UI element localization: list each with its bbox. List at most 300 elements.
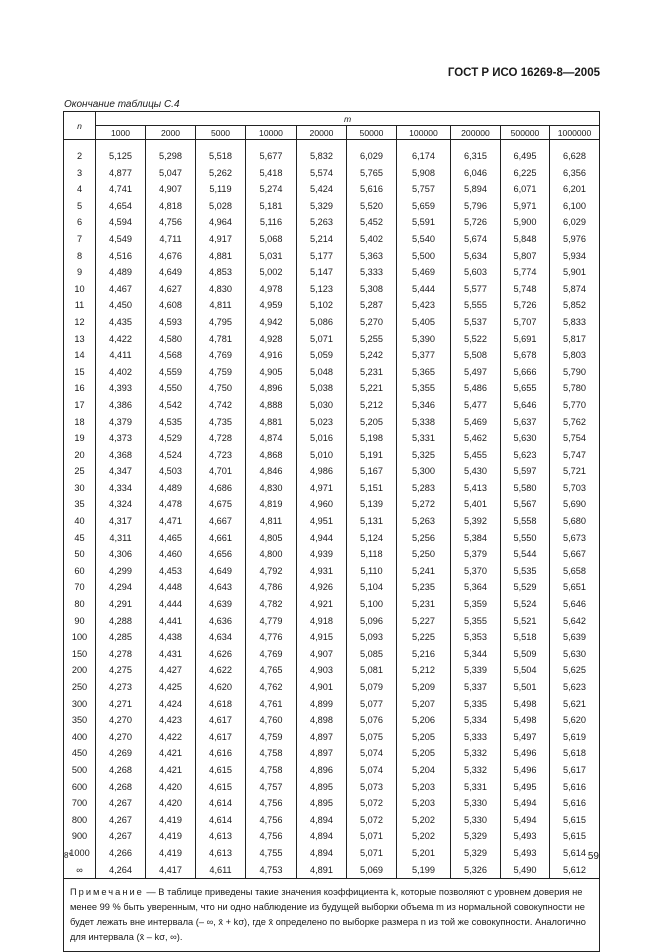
value-cell: 4,654 [96,198,146,215]
m-column-header: 100000 [397,126,451,140]
value-cell: 5,331 [397,430,451,447]
value-cell: 4,819 [246,496,297,513]
value-cell: 4,769 [196,347,246,364]
value-cell: 4,453 [146,563,196,580]
value-cell: 4,776 [246,629,297,646]
value-cell: 4,550 [146,380,196,397]
value-cell: 5,615 [550,812,600,829]
value-cell: 5,023 [297,414,347,431]
value-cell: 4,758 [246,762,297,779]
value-cell: 5,104 [347,579,397,596]
value-cell: 4,888 [246,397,297,414]
value-cell: 5,214 [297,231,347,248]
value-cell: 5,048 [297,364,347,381]
value-cell: 4,675 [196,496,246,513]
standard-header: ГОСТ Р ИСО 16269-8—2005 [447,67,600,79]
value-cell: 5,477 [451,397,501,414]
table-row [64,530,600,547]
value-cell: 5,405 [397,314,451,331]
row-n-cell: 13 [64,331,96,348]
value-cell: 5,496 [501,745,550,762]
row-n-cell: 5 [64,198,96,215]
table-row [64,430,600,447]
value-cell: 4,903 [297,662,347,679]
table-row [64,596,600,613]
row-n-cell: 150 [64,646,96,663]
table-row [64,281,600,298]
value-cell: 5,529 [501,579,550,596]
value-cell: 5,205 [397,745,451,762]
value-cell: 4,964 [196,214,246,231]
value-cell: 5,235 [397,579,451,596]
value-cell: 5,344 [451,646,501,663]
value-cell: 5,455 [451,447,501,464]
value-cell: 4,649 [196,563,246,580]
value-cell: 5,365 [397,364,451,381]
value-cell: 5,620 [550,712,600,729]
row-n-cell: 16 [64,380,96,397]
value-cell: 4,686 [196,480,246,497]
value-cell: 5,384 [451,530,501,547]
table-row [64,297,600,314]
value-cell: 5,651 [550,579,600,596]
value-cell: 5,770 [550,397,600,414]
note-label: Примечание [70,887,144,898]
value-cell: 5,498 [501,696,550,713]
value-cell: 5,520 [347,198,397,215]
value-cell: 5,621 [550,696,600,713]
value-cell: 4,891 [297,862,347,879]
value-cell: 4,503 [146,463,196,480]
value-cell: 5,125 [96,148,146,165]
value-cell: 4,431 [146,646,196,663]
value-cell: 4,811 [196,297,246,314]
row-n-cell: 80 [64,596,96,613]
value-cell: 4,291 [96,596,146,613]
value-cell: 5,085 [347,646,397,663]
value-cell: 5,333 [451,729,501,746]
value-cell: 4,853 [196,264,246,281]
value-cell: 4,420 [146,779,196,796]
value-cell: 5,666 [501,364,550,381]
value-cell: 5,335 [451,696,501,713]
value-cell: 4,419 [146,828,196,845]
value-cell: 5,263 [397,513,451,530]
value-cell: 4,750 [196,380,246,397]
value-cell: 5,256 [397,530,451,547]
value-cell: 4,986 [297,463,347,480]
value-cell: 5,634 [451,248,501,265]
value-cell: 4,613 [196,828,246,845]
value-cell: 5,242 [347,347,397,364]
value-cell: 5,123 [297,281,347,298]
value-cell: 4,478 [146,496,196,513]
value-cell: 5,199 [397,862,451,879]
value-cell: 4,615 [196,762,246,779]
value-cell: 5,102 [297,297,347,314]
value-cell: 5,110 [347,563,397,580]
value-cell: 4,613 [196,845,246,862]
value-cell: 5,747 [550,447,600,464]
value-cell: 4,881 [246,414,297,431]
value-cell: 5,250 [397,546,451,563]
row-n-cell: 4 [64,181,96,198]
value-cell: 5,497 [451,364,501,381]
value-cell: 5,462 [451,430,501,447]
table-row [64,380,600,397]
value-cell: 4,756 [246,828,297,845]
value-cell: 5,971 [501,198,550,215]
m-column-header: 20000 [297,126,347,140]
value-cell: 4,273 [96,679,146,696]
value-cell: 5,203 [397,795,451,812]
value-cell: 4,285 [96,629,146,646]
value-cell: 4,711 [146,231,196,248]
value-cell: 5,639 [550,629,600,646]
table-row [64,480,600,497]
value-cell: 5,615 [550,828,600,845]
n-column-header: n [64,112,96,140]
value-cell: 4,895 [297,795,347,812]
value-cell: 4,759 [196,364,246,381]
value-cell: 5,047 [146,165,196,182]
value-cell: 4,782 [246,596,297,613]
value-cell: 4,769 [246,646,297,663]
value-cell: 4,417 [146,862,196,879]
value-cell: 5,096 [347,613,397,630]
table-row [64,712,600,729]
value-cell: 5,071 [347,845,397,862]
value-cell: 4,907 [297,646,347,663]
value-cell: 6,356 [550,165,600,182]
value-cell: 5,402 [347,231,397,248]
value-cell: 5,205 [347,414,397,431]
row-n-cell: 45 [64,530,96,547]
value-cell: 5,418 [246,165,297,182]
value-cell: 4,792 [246,563,297,580]
value-cell: 4,901 [297,679,347,696]
value-cell: 4,594 [96,214,146,231]
value-cell: 4,311 [96,530,146,547]
row-n-cell: 17 [64,397,96,414]
value-cell: 5,757 [397,181,451,198]
value-cell: 5,071 [297,331,347,348]
value-cell: 5,379 [451,546,501,563]
value-cell: 5,774 [501,264,550,281]
value-cell: 5,093 [347,629,397,646]
value-cell: 4,811 [246,513,297,530]
value-cell: 6,201 [550,181,600,198]
value-cell: 4,268 [96,762,146,779]
value-cell: 5,326 [451,862,501,879]
footer-mark: 8* [64,851,72,860]
value-cell: 4,622 [196,662,246,679]
row-n-cell: 40 [64,513,96,530]
value-cell: 5,807 [501,248,550,265]
value-cell: 5,334 [451,712,501,729]
value-cell: 4,268 [96,779,146,796]
value-cell: 4,444 [146,596,196,613]
value-cell: 6,071 [501,181,550,198]
value-cell: 4,907 [146,181,196,198]
value-cell: 5,274 [246,181,297,198]
value-cell: 5,707 [501,314,550,331]
row-n-cell: 900 [64,828,96,845]
value-cell: 5,116 [246,214,297,231]
value-cell: 4,267 [96,795,146,812]
value-cell: 5,424 [297,181,347,198]
value-cell: 4,756 [246,795,297,812]
value-cell: 5,010 [297,447,347,464]
value-cell: 5,616 [550,779,600,796]
row-n-cell: 2 [64,148,96,165]
row-n-cell: 70 [64,579,96,596]
value-cell: 4,759 [246,729,297,746]
table-row [64,513,600,530]
value-cell: 4,755 [246,845,297,862]
value-cell: 5,444 [397,281,451,298]
table-row [64,762,600,779]
m-group-header: m [96,112,600,126]
value-cell: 4,897 [297,745,347,762]
value-cell: 5,558 [501,513,550,530]
value-cell: 4,393 [96,380,146,397]
value-cell: 4,425 [146,679,196,696]
value-cell: 5,216 [397,646,451,663]
value-cell: 6,029 [347,148,397,165]
value-cell: 4,757 [246,779,297,796]
value-cell: 4,549 [96,231,146,248]
value-cell: 5,124 [347,530,397,547]
value-cell: 4,830 [246,480,297,497]
value-cell: 5,748 [501,281,550,298]
value-cell: 4,765 [246,662,297,679]
value-cell: 4,618 [196,696,246,713]
value-cell: 5,231 [347,364,397,381]
value-cell: 5,555 [451,297,501,314]
table-row [64,729,600,746]
value-cell: 5,325 [397,447,451,464]
value-cell: 5,597 [501,463,550,480]
value-cell: 4,701 [196,463,246,480]
value-cell: 4,921 [297,596,347,613]
value-cell: 4,805 [246,530,297,547]
table-row [64,397,600,414]
row-n-cell: 700 [64,795,96,812]
value-cell: 5,430 [451,463,501,480]
value-cell: 4,667 [196,513,246,530]
value-cell: 4,781 [196,331,246,348]
value-cell: 5,028 [196,198,246,215]
note-text: — В таблице приведены такие значения коэффициента k, которые позволяют с уровнем доверия не менее 99 % быть уверенным, что ни одно наблюдение из будущей выборки объема m из нормальной совокупности не будет лежать вне интервала (– ∞, x̄ + kσ), где x̄ определено по выборке размера n из той же совокупности. Аналогично для интервала (x̄ – kσ, ∞). [70,887,586,943]
value-cell: 4,868 [246,447,297,464]
table-row [64,546,600,563]
table-row [64,248,600,265]
table-row [64,331,600,348]
table-row [64,463,600,480]
value-cell: 5,497 [501,729,550,746]
value-cell: 5,494 [501,795,550,812]
value-cell: 5,630 [550,646,600,663]
value-cell: 4,786 [246,579,297,596]
row-n-cell: 250 [64,679,96,696]
value-cell: 4,960 [297,496,347,513]
value-cell: 4,800 [246,546,297,563]
value-cell: 5,287 [347,297,397,314]
table-row [64,496,600,513]
row-n-cell: 20 [64,447,96,464]
value-cell: 4,524 [146,447,196,464]
row-n-cell: 30 [64,480,96,497]
m-column-header: 5000 [196,126,246,140]
value-cell: 5,616 [550,795,600,812]
value-cell: 4,928 [246,331,297,348]
value-cell: 4,627 [146,281,196,298]
value-cell: 4,760 [246,712,297,729]
value-cell: 5,625 [550,662,600,679]
value-cell: 4,643 [196,579,246,596]
table-row [64,214,600,231]
value-cell: 5,540 [397,231,451,248]
value-cell: 5,726 [501,297,550,314]
value-cell: 5,202 [397,812,451,829]
value-cell: 5,518 [196,148,246,165]
value-cell: 5,703 [550,480,600,497]
table-row [64,828,600,845]
m-column-header: 10000 [246,126,297,140]
m-column-header: 2000 [146,126,196,140]
value-cell: 5,262 [196,165,246,182]
value-cell: 5,690 [550,496,600,513]
value-cell: 5,490 [501,862,550,879]
value-cell: 4,616 [196,745,246,762]
value-cell: 5,803 [550,347,600,364]
m-column-header: 1000 [96,126,146,140]
table-row [64,696,600,713]
value-cell: 4,944 [297,530,347,547]
value-cell: 4,846 [246,463,297,480]
value-cell: 4,465 [146,530,196,547]
value-cell: 4,615 [196,779,246,796]
value-cell: 5,370 [451,563,501,580]
value-cell: 4,931 [297,563,347,580]
value-cell: 5,221 [347,380,397,397]
value-cell: 5,100 [347,596,397,613]
row-n-cell: ∞ [64,862,96,879]
value-cell: 5,203 [397,779,451,796]
value-cell: 5,535 [501,563,550,580]
value-cell: 4,317 [96,513,146,530]
value-cell: 5,493 [501,845,550,862]
value-cell: 4,639 [196,596,246,613]
value-cell: 5,075 [347,729,397,746]
m-column-header: 50000 [347,126,397,140]
value-cell: 4,424 [146,696,196,713]
value-cell: 5,283 [397,480,451,497]
value-cell: 5,852 [550,297,600,314]
value-cell: 5,332 [451,745,501,762]
value-cell: 5,363 [347,248,397,265]
value-cell: 5,423 [397,297,451,314]
value-cell: 4,978 [246,281,297,298]
coefficient-table [63,111,600,952]
value-cell: 5,272 [397,496,451,513]
value-cell: 4,306 [96,546,146,563]
value-cell: 5,726 [451,214,501,231]
value-cell: 4,723 [196,447,246,464]
value-cell: 5,603 [451,264,501,281]
value-cell: 5,151 [347,480,397,497]
value-cell: 5,204 [397,762,451,779]
value-cell: 4,450 [96,297,146,314]
value-cell: 5,848 [501,231,550,248]
row-n-cell: 35 [64,496,96,513]
value-cell: 5,329 [451,845,501,862]
value-cell: 4,614 [196,795,246,812]
value-cell: 4,897 [297,729,347,746]
value-cell: 5,765 [347,165,397,182]
value-cell: 4,347 [96,463,146,480]
row-n-cell: 400 [64,729,96,746]
row-n-cell: 350 [64,712,96,729]
value-cell: 5,076 [347,712,397,729]
value-cell: 4,620 [196,679,246,696]
value-cell: 5,677 [246,148,297,165]
value-cell: 5,544 [501,546,550,563]
value-cell: 5,205 [397,729,451,746]
value-cell: 4,460 [146,546,196,563]
value-cell: 4,830 [196,281,246,298]
value-cell: 4,270 [96,729,146,746]
value-cell: 5,181 [246,198,297,215]
value-cell: 4,756 [246,812,297,829]
value-cell: 4,896 [246,380,297,397]
row-n-cell: 11 [64,297,96,314]
value-cell: 5,081 [347,662,397,679]
value-cell: 5,469 [451,414,501,431]
value-cell: 5,762 [550,414,600,431]
table-row [64,414,600,431]
value-cell: 5,623 [501,447,550,464]
value-cell: 5,691 [501,331,550,348]
table-caption: Окончание таблицы С.4 [64,99,180,110]
value-cell: 5,207 [397,696,451,713]
value-cell: 4,899 [297,696,347,713]
value-cell: 5,469 [397,264,451,281]
value-cell: 4,894 [297,845,347,862]
row-n-cell: 600 [64,779,96,796]
value-cell: 5,031 [246,248,297,265]
value-cell: 4,939 [297,546,347,563]
value-cell: 5,493 [501,828,550,845]
value-cell: 5,817 [550,331,600,348]
value-cell: 5,894 [451,181,501,198]
row-n-cell: 60 [64,563,96,580]
value-cell: 5,086 [297,314,347,331]
value-cell: 5,591 [397,214,451,231]
value-cell: 4,915 [297,629,347,646]
value-cell: 5,068 [246,231,297,248]
value-cell: 4,402 [96,364,146,381]
value-cell: 4,942 [246,314,297,331]
value-cell: 5,680 [550,513,600,530]
value-cell: 4,368 [96,447,146,464]
table-row [64,662,600,679]
value-cell: 4,896 [297,762,347,779]
value-cell: 5,646 [501,397,550,414]
table-row [64,613,600,630]
table-row [64,165,600,182]
